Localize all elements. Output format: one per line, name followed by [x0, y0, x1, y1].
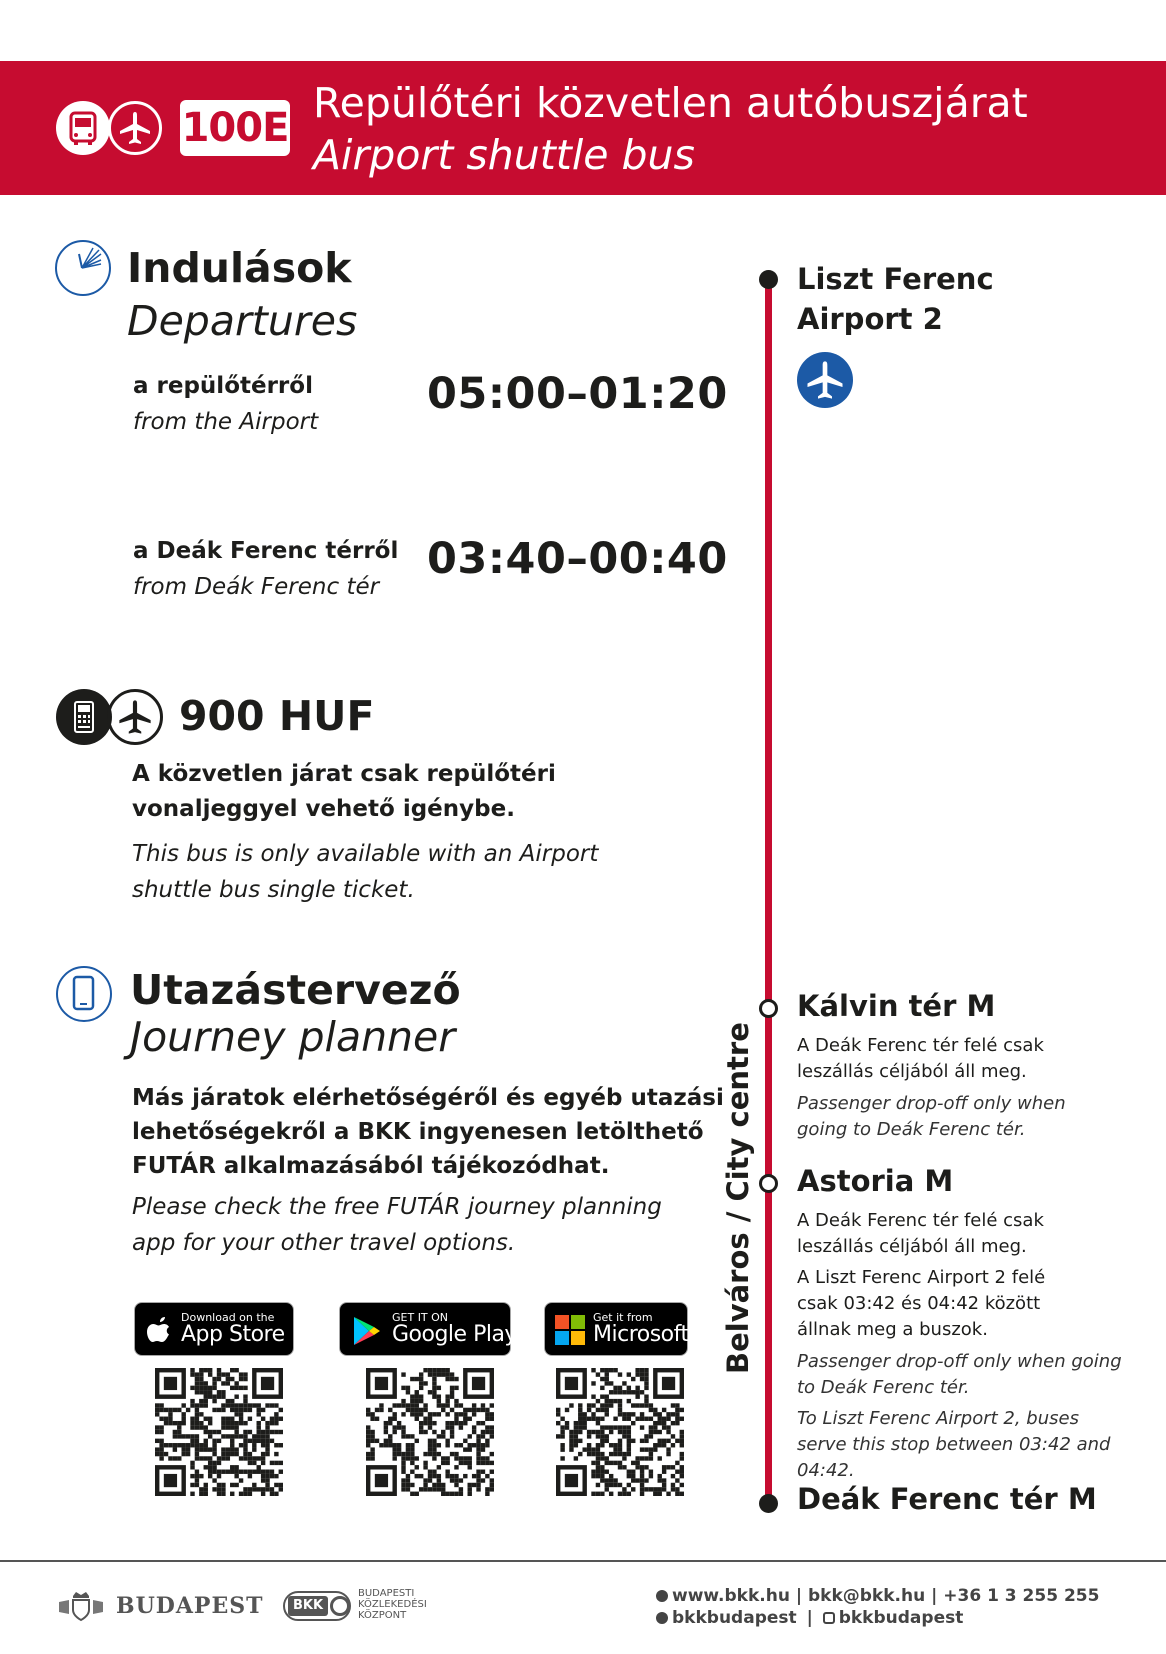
stop-note-hu: A Deák Ferenc tér felé csak leszállás céljából áll meg. — [797, 1210, 1044, 1257]
stop-name: Kálvin tér M — [797, 989, 996, 1023]
stop-note-en: Passenger drop-off only when going to Deák Ferenc tér. — [797, 1093, 1066, 1140]
departure-label-hu: a repülőtérről — [133, 373, 313, 399]
budapest-logo-text: BUDAPEST — [116, 1593, 264, 1619]
stop-name-terminus — [797, 259, 994, 339]
social-line — [656, 1608, 963, 1628]
header-banner — [0, 61, 1166, 195]
departures-title-en: Departures — [127, 297, 358, 345]
fare-text-hu: A közvetlen járat csak repülőtéri vonaljeggyel vehető igénybe. — [132, 761, 556, 822]
globe-icon — [656, 1590, 668, 1602]
route-number-badge: 100E — [180, 100, 290, 156]
stop-note-en: To Liszt Ferenc Airport 2, buses serve this stop between 03:42 and 04:42. — [797, 1408, 1111, 1481]
bus-icon — [56, 101, 110, 155]
store-small-label: Download on the — [181, 1311, 275, 1324]
bkk-name-line: BUDAPESTI — [358, 1588, 415, 1599]
app-store-button[interactable] — [134, 1302, 294, 1356]
smartphone-icon — [56, 966, 112, 1022]
google-play-icon — [352, 1315, 382, 1347]
planner-title-hu: Utazástervező — [130, 966, 461, 1014]
departure-time: 05:00–01:20 — [427, 369, 728, 419]
stop-marker — [759, 1494, 778, 1513]
bkk-name — [358, 1588, 427, 1621]
separator: | — [806, 1608, 813, 1628]
instagram-handle[interactable]: bkkbudapest — [838, 1608, 964, 1628]
facebook-handle[interactable]: bkkbudapest — [672, 1608, 797, 1628]
qr-code-app-store[interactable] — [155, 1368, 283, 1496]
airport-icon — [797, 352, 853, 408]
planner-title-en: Journey planner — [130, 1013, 456, 1061]
bkk-ring-icon — [330, 1596, 350, 1616]
stop-name: Astoria M — [797, 1164, 954, 1198]
header-title-hu: Repülőtéri közvetlen autóbuszjárat — [313, 79, 1028, 127]
airplane-icon — [108, 101, 162, 155]
stop-marker — [759, 270, 778, 289]
stop-marker — [759, 999, 778, 1018]
qr-code-google-play[interactable] — [366, 1368, 494, 1496]
stop-note-hu: A Liszt Ferenc Airport 2 felé csak 03:42 és 04:42 között állnak meg a buszok. — [797, 1267, 1046, 1340]
microsoft-store-button[interactable] — [544, 1302, 688, 1356]
stop-name-line: Airport 2 — [797, 302, 943, 336]
zone-label-hu: Belváros / City centre — [721, 1022, 755, 1374]
facebook-icon — [656, 1612, 668, 1624]
store-big-label: App Store — [181, 1322, 285, 1347]
departure-label-en: from Deák Ferenc tér — [133, 574, 380, 600]
ticket-machine-icon — [56, 689, 112, 745]
stop-name-line: Liszt Ferenc — [797, 262, 994, 296]
microsoft-icon — [555, 1315, 585, 1345]
zone-label — [721, 1022, 755, 1374]
departures-title-hu: Indulások — [127, 244, 352, 292]
bkk-logo — [283, 1591, 351, 1621]
stop-marker — [759, 1174, 778, 1193]
stop-name: Deák Ferenc tér M — [797, 1482, 1097, 1516]
fare-price: 900 HUF — [179, 692, 375, 740]
clock-icon — [55, 240, 111, 296]
contact-text[interactable]: www.bkk.hu | bkk@bkk.hu | +36 1 3 255 255 — [672, 1586, 1100, 1606]
departure-label-en: from the Airport — [133, 409, 319, 435]
route-line — [765, 275, 772, 1505]
instagram-icon — [823, 1612, 835, 1624]
store-small-label: Get it from — [593, 1311, 653, 1324]
google-play-button[interactable] — [339, 1302, 517, 1356]
budapest-coat-of-arms-icon — [54, 1588, 108, 1622]
fare-text-en: This bus is only available with an Airport shuttle bus single ticket. — [132, 841, 599, 903]
planner-text-en: Please check the free FUTÁR journey planning app for your other travel options. — [132, 1194, 662, 1256]
departure-time: 03:40–00:40 — [427, 534, 728, 584]
store-small-label: GET IT ON — [392, 1311, 449, 1324]
contact-line — [656, 1586, 1099, 1606]
bkk-name-line: KÖZPONT — [358, 1610, 407, 1621]
departure-label-hu: a Deák Ferenc térről — [133, 538, 399, 564]
airplane-icon — [107, 689, 163, 745]
footer-divider — [0, 1560, 1166, 1562]
stop-note-en: Passenger drop-off only when going to Deák Ferenc tér. — [797, 1351, 1122, 1398]
store-big-label: Google Play — [392, 1322, 517, 1347]
bkk-name-line: KÖZLEKEDÉSI — [358, 1599, 427, 1610]
apple-icon — [147, 1314, 173, 1344]
bkk-badge: BKK — [288, 1596, 328, 1616]
qr-code-microsoft[interactable] — [556, 1368, 684, 1496]
store-big-label: Microsoft — [593, 1322, 689, 1347]
header-title-en: Airport shuttle bus — [313, 131, 695, 179]
stop-note-hu: A Deák Ferenc tér felé csak leszállás céljából áll meg. — [797, 1035, 1044, 1082]
planner-text-hu: Más járatok elérhetőségéről és egyéb utazási lehetőségekről a BKK ingyenesen letölthető FUTÁR alkalmazásából tájékozódhat. — [132, 1085, 724, 1179]
